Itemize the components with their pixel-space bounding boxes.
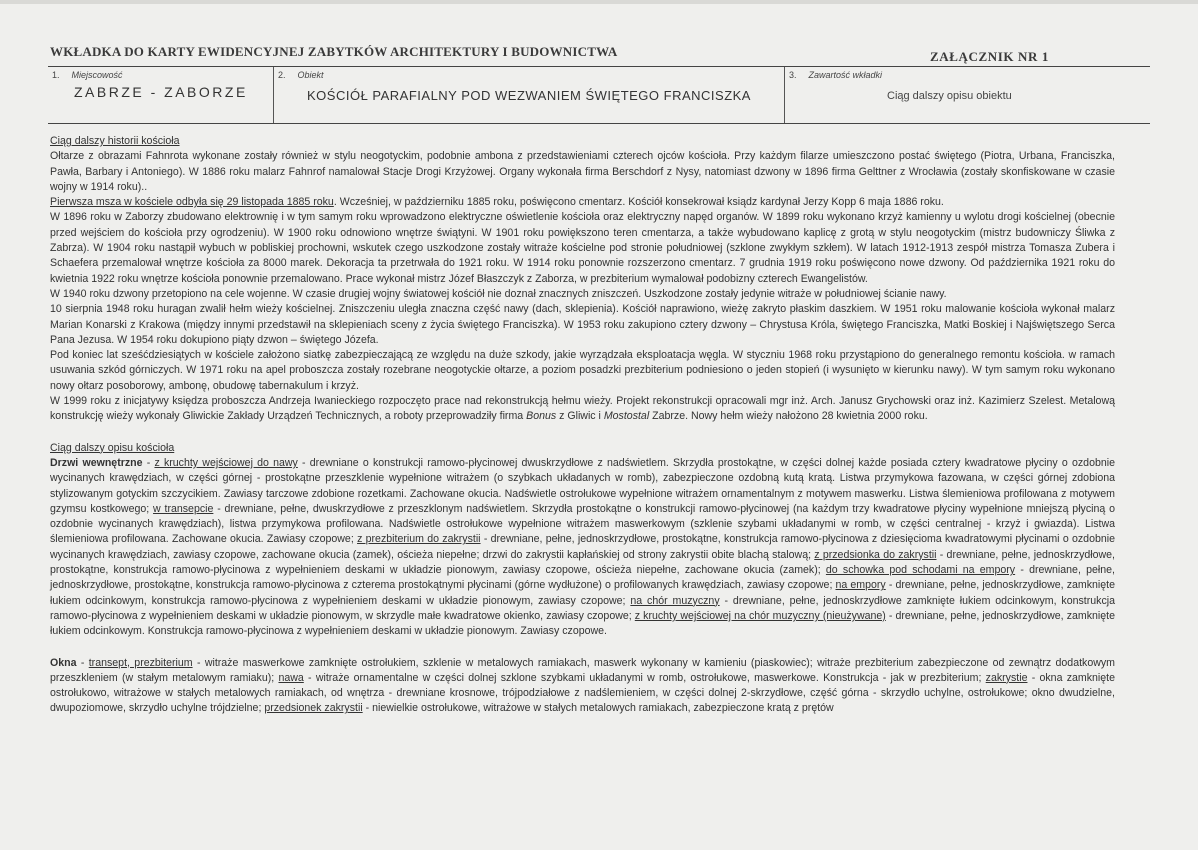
first-mass-note: Pierwsza msza w kościele odbyła się 29 listopada 1885 roku	[50, 196, 334, 209]
windows-label: Okna	[50, 656, 77, 669]
field-label: Miejscowość	[71, 70, 123, 80]
field-number: 1.	[52, 70, 60, 80]
history-paragraph: W 1896 roku w Zaborzy zbudowano elektrownię i w tym samym roku wprowadzono elektryczne oświetlenie kościoła oraz elektryczny napęd organów. W 1899 roku wykonano krzyż kamienny u wylotu drogi kościelnej (obecnie przed wejściem do kościoła przy ogrodzeniu). W 1900 roku odnowiono wnętrze świątyni. W 1901 roku powiększono teren cmentarza, a także wybudowano kaplicę z grotą w stylu neogotyckim (mistrz budowniczy Śliwka z Zabrza). W 1904 roku nastąpił wybuch w pobliskiej prochowni, wskutek czego uszkodzone zostały witraże kościelne pod stronie południowej (szklone zwykłym szkłem). W latach 1912-1913 zespół mistrza Tomasza Zubera i Schaefera przemalował wnętrze kościoła za 8000 marek. Dekoracja ta przetrwała do 1921 roku. W 1914 roku ponownie rozszerzono cmentarz. 7 grudnia 1919 roku poświęcono nowe dzwony. Od października 1921 roku do kwietnia 1922 roku wnętrze kościoła ponownie przemalowano. Prace wykonał mistrz Józef Błaszczyk z Zaborza, w prezbiterium wymalował podobizny czterech Ewangelistów.	[50, 211, 1115, 285]
field-locality	[48, 67, 274, 123]
attachment-number: ZAŁĄCZNIK NR 1	[930, 49, 1049, 64]
doors-label: Drzwi wewnętrzne	[50, 456, 143, 469]
field-number: 2.	[278, 70, 286, 80]
history-paragraph: Pod koniec lat sześćdziesiątych w kościele założono siatkę zabezpieczającą ze względu na duże szkody, jakie wyrządzała eksploatacja węgla. W styczniu 1968 roku przystąpiono do generalnego remontu kościoła. w ramach usuwania szkód górniczych. W 1971 roku na apel proboszcza zostały rozebrane neogotyckie ołtarze, a poziom posadzki prezbiterium podniesiono o jeden stopień (i wysunięto w kierunku nawy). W tym samym roku wykonano nowy ołtarz posoborowy, ambonę, obudowę tabernakulum i krzyż.	[50, 349, 1115, 392]
description-heading: Ciąg dalszy opisu kościoła	[50, 441, 175, 454]
windows-paragraph: Okna - transept, prezbiterium - witraże maswerkowe zamknięte ostrołukiem, szklenie w metalowych ramiakach, maswerk wykonany w kamieniu (piaskowiec); witraże prezbiterium zabezpieczone od zewnątrz dodatkowym przeszkleniem (w stałym metalowym ramiaku); nawa - witraże ornamentalne w części dolnej szklone szybkami układanymi w romb, ostrołukowe, maswerkowe. Konstrukcja - jak w prezbiterium; zakrystie - okna zamknięte ostrołukowo, witrażowe w stałych metalowych ramiakach, od wnętrza - drewniane krosnowe, trójpodziałowe z nadślemieniem, w części dolnej 2-skrzydłowe, część górna - skrzydło uchylne, ostrołukowe; okno dwudzielne, dwupoziomowe, skrzydło uchylne trójdzielne; przedsionek zakrystii - niewielkie ostrołukowe, witrażowe w stałych metalowych ramiakach, zabezpieczone kratą z prętów	[50, 656, 1115, 715]
history-paragraph: Ołtarze z obrazami Fahnrota wykonane zostały również w stylu neogotyckim, podobnie ambona z przedstawieniami czterech ojców kościoła. Przy każdym filarze umieszczono postać świętego (Piotra, Urbana, Franciszka, Pawła, Barbary i Antoniego). W 1886 roku malarz Fahnrof namalował Stacje Drogi Krzyżowej. Organy wykonała firma Berschdorf z Nysy, natomiast dzwony w 1896 firma Gelttner z Wrocławia (zostały skonfiskowane w czasie wojny w 1914 roku)..	[50, 150, 1115, 193]
field-number: 3.	[789, 70, 797, 80]
scan-edge	[0, 0, 1198, 4]
doors-paragraph: Drzwi wewnętrzne - z kruchty wejściowej do nawy - drewniane o konstrukcji ramowo-płycinowej dwuskrzydłowe z nadświetlem. Skrzydła prostokątne, w części dolnej każde posiada cztery kwadratowe płyciny o ozdobnie wycinanych krawędziach, w części górnej - prostokątne przeszklenie wypełnione witrażem (o szybkach układanych w romb), zabezpieczone ozdobną kutą kratą. Listwa przymykowa fazowana, w części górnej zdobiona stylizowanym gotyckim szczycikiem. Zawiasy tarczowe zdobione rozetkami. Zachowane okucia. Nadświetle ostrołukowe wypełnione witrażem ornamentalnym z motywem maswerku. Listwa ślemieniowa profilowana z motywem gzymsu kostkowego; w transepcie - drewniane, pełne, dwuskrzydłowe z przeszklonym nadświetlem. Skrzydła prostokątne o konstrukcji ramowo-płycinowej (na każdym trzy kwadratowe płyciny wypełnione mniejszą płyciną o ozdobnie wycinanych krawędziach), listwa przymykowa profilowana. Nadświetle ostrołukowe wypełnione witrażem maswerkowym (szklenie szybami układanymi w romb, w części centralnej - krzyż i gwiazda). Listwa ślemieniowa profilowana. Zachowane okucia. Zawiasy czopowe; z prezbiterium do zakrystii - drewniane, pełne, jednoskrzydłowe, prostokątne, konstrukcja ramowo-płycinowa z dziesięcioma kwadratowymi płycinami o ozdobnie wycinanych krawędziach, zawiasy czopowe, zachowane okucia (zamek), ościeża niepełne; drzwi do zakrystii kapłańskiej od strony zakrystii obite blachą stalową; z przedsionka do zakrystii - drewniane, pełne, jednoskrzydłowe, prostokątne, konstrukcja ramowo-płycinowa z wypełnieniem deskami w układzie pionowym, zawiasy czopowe, ościeża niepełne, zachowane okucia (zamek); do schowka pod schodami na empory - drewniane, pełne, jednoskrzydłowe, prostokątne, konstrukcja ramowo-płycinowa z czterema prostokątnymi płycinami (górne wydłużone) o profilowanych krawędziach, zawiasy czopowe; na empory - drewniane, pełne, jednoskrzydłowe, zamknięte łukiem odcinkowym, konstrukcja ramowo-płycinowa z wypełnieniem deskami w układzie pionowym, zawiasy czopowe; na chór muzyczny - drewniane, pełne, jednoskrzydłowe zamknięte łukiem odcinkowym, konstrukcja ramowo-płycinowa z wypełnieniem deskami w układzie pionowym, w skrzydle małe kwadratowe okienko, zawiasy czopowe; z kruchty wejściowej na chór muzyczny (nieużywane) - drewniane, pełne, jednoskrzydłowe, zamknięte łukiem odcinkowym. Konstrukcja ramowo-płycinowa z wypełnieniem deskami w układzie pionowym. Zawiasy czopowe.	[50, 456, 1116, 638]
history-paragraph: W 1940 roku dzwony przetopiono na cele wojenne. W czasie drugiej wojny światowej kościół nie doznał znacznych zniszczeń. Uszkodzone zostały jedynie witraże w południowej ścianie nawy.	[50, 287, 947, 300]
field-object	[274, 67, 785, 123]
contents-value: Ciąg dalszy opisu obiektu	[887, 90, 1012, 102]
history-paragraph: 10 sierpnia 1948 roku huragan zwalił hełm wieży kościelnej. Zniszczeniu uległa znaczna część nawy (dach, sklepienia). Kościół naprawiono, wieżę zakryto płaskim daszkiem. W 1951 roku malowanie kościoła wykonał malarz Marian Konarski z Krakowa (między innymi przedstawił na sklepieniach sceny z życia świętego Franciszka). W 1953 roku zakupiono cztery dzwony – Chrystusa Króla, świętego Franciszka, Matki Boskiej i Najświętszego Serca Pana Jezusa. W 1954 roku dokupiono piąty dzwon – świętego Józefa.	[50, 303, 1115, 346]
history-paragraph: W 1999 roku z inicjatywy księdza proboszcza Andrzeja Iwanieckiego rozpoczęto prace nad rekonstrukcją hełmu wieży. Projekt rekonstrukcji opracowali mgr inż. Arch. Janusz Grychowski oraz inż. Kazimierz Szelest. Metalową konstrukcję wieży wykonały Gliwickie Zakłady Urządzeń Technicznych, a roboty przeprowadziły firma Bonus z Gliwic i Mostostal Zabrze. Nowy hełm wieży nałożono 28 kwietnia 2000 roku.	[50, 395, 1115, 423]
history-section	[50, 134, 1115, 717]
field-label: Obiekt	[297, 70, 324, 80]
document-title: WKŁADKA DO KARTY EWIDENCYJNEJ ZABYTKÓW ARCHITEKTURY I BUDOWNICTWA	[50, 44, 618, 59]
history-heading: Ciąg dalszy historii kościoła	[50, 135, 180, 147]
object-value: KOŚCIÓŁ PARAFIALNY POD WEZWANIEM ŚWIĘTEGO FRANCISZKA	[307, 88, 751, 103]
header-table	[48, 66, 1150, 124]
field-label: Zawartość wkładki	[808, 70, 883, 80]
locality-value: ZABRZE - ZABORZE	[74, 84, 248, 100]
history-paragraph: Pierwsza msza w kościele odbyła się 29 listopada 1885 roku. Wcześniej, w październiku 1885 roku, poświęcono cmentarz. Kościół konsekrował ksiądz kardynał Jerzy Kopp 6 maja 1886 roku.	[50, 196, 944, 209]
field-contents	[785, 67, 1150, 123]
